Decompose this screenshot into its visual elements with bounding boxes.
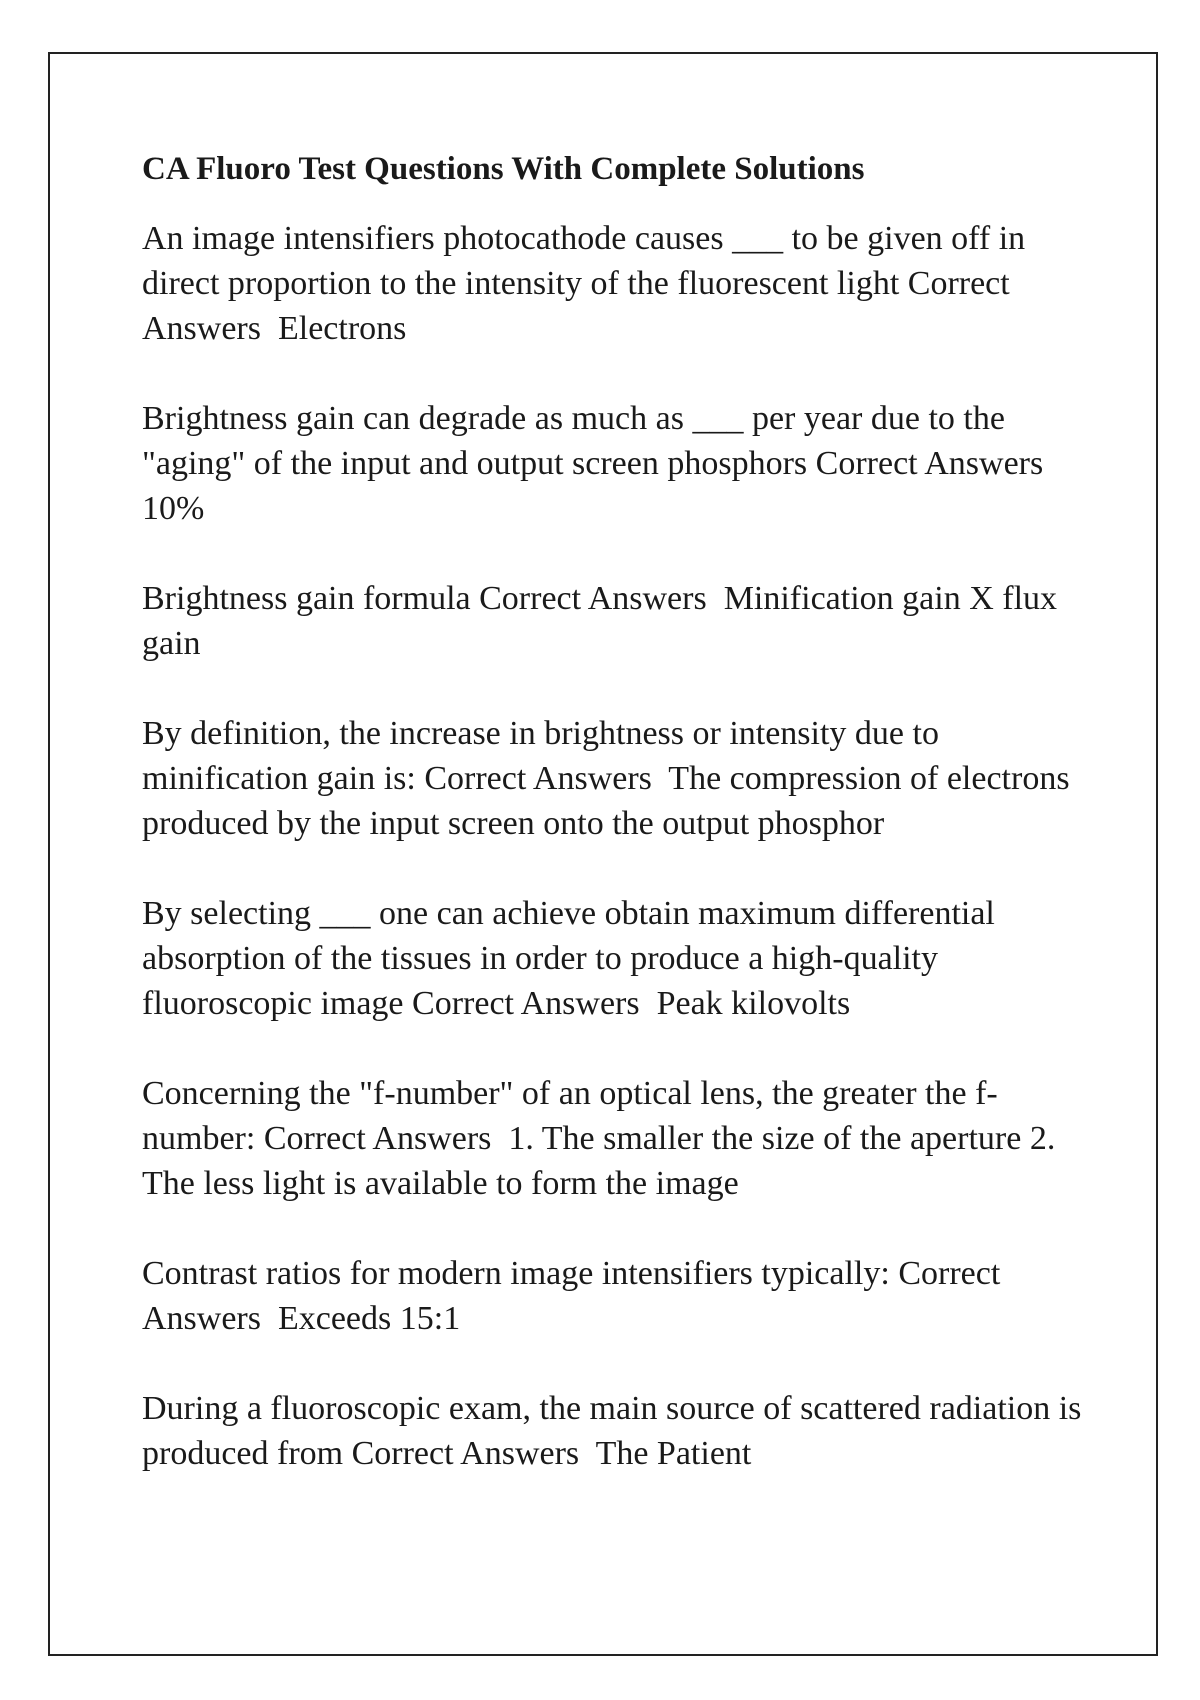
qa-entry (142, 891, 1082, 1026)
question-text: During a fluoroscopic exam, the main source of scattered radiation is produced from (142, 1389, 1082, 1472)
answer-label: Correct Answers (424, 759, 652, 797)
qa-entry (142, 1071, 1082, 1206)
answer-label: Correct Answers (142, 264, 1010, 347)
answer-label: Correct Answers (479, 579, 707, 617)
answer-text: Exceeds 15:1 (277, 1299, 461, 1337)
answer-text: The compression of electrons produced by the input screen onto the output phosphor (142, 759, 1070, 842)
document-body (142, 150, 1082, 1521)
question-text: An image intensifiers photocathode causes ___ to be given off in direct proportion to the intensity of the fluorescent light (142, 219, 1026, 302)
answer-text: Electrons (277, 309, 407, 347)
question-text: Contrast ratios for modern image intensifiers typically: (142, 1254, 890, 1292)
answer-label: Correct Answers (412, 984, 640, 1022)
answer-text: The Patient (595, 1434, 752, 1472)
question-text: Brightness gain can degrade as much as ___ per year due to the "aging" of the input and output screen phosphors (142, 399, 1005, 482)
qa-entry (142, 576, 1082, 666)
answer-label: Correct Answers (351, 1434, 580, 1472)
answer-text: Minification gain X flux gain (142, 579, 1058, 662)
answer-label: Correct Answers (263, 1119, 492, 1157)
qa-entry (142, 1251, 1082, 1341)
document-title: CA Fluoro Test Questions With Complete Solutions (142, 151, 865, 187)
question-text: Concerning the "f-number" of an optical lens, the greater the f-number: (142, 1074, 998, 1157)
qa-entry (142, 396, 1082, 531)
qa-entry (142, 711, 1082, 846)
answer-text: 10% (142, 489, 205, 527)
question-text: By definition, the increase in brightness or intensity due to minification gain is: (142, 714, 939, 797)
question-text: By selecting ___ one can achieve obtain maximum differential absorption of the tissues in order to produce a high-quality fluoroscopic image (142, 894, 995, 1022)
answer-label: Correct Answers (142, 1254, 1001, 1337)
answer-text: Peak kilovolts (656, 984, 851, 1022)
qa-entry (142, 216, 1082, 351)
qa-entry (142, 1386, 1082, 1476)
answer-text: 1. The smaller the size of the aperture 2. The less light is available to form the image (142, 1119, 1056, 1202)
question-text: Brightness gain formula (142, 579, 471, 617)
answer-label: Correct Answers (815, 444, 1044, 482)
